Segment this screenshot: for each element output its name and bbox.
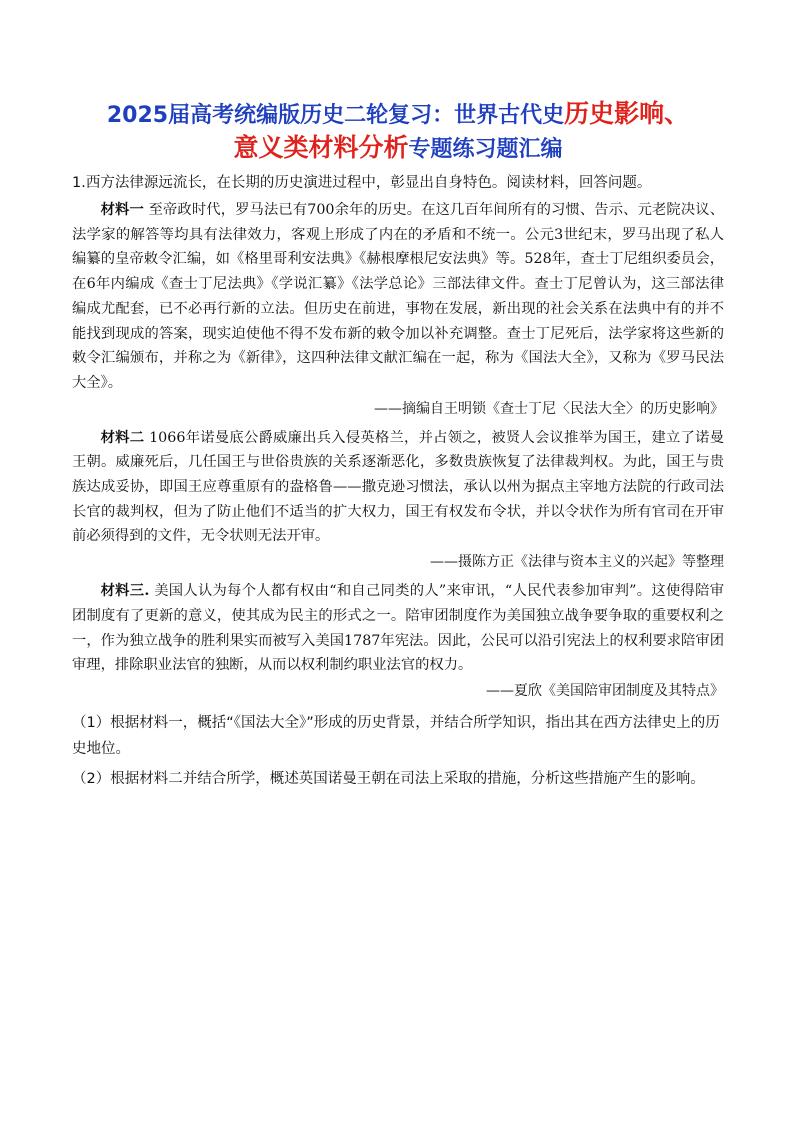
material-1 [72,198,724,396]
material-2-source: ——摄陈方正《法律与资本主义的兴起》等整理 [430,554,724,571]
material-2-text: 1066年诺曼底公爵威廉出兵入侵英格兰，并占领之，被贤人会议推举为国王，建立了诺曼王朝。威廉死后，几任国王与世俗贵族的关系逐渐恶化，多数贵族恢复了法律裁判权。为此，国王与贵族达成妥协，即国王应尊重原有的盎格鲁——撒克逊习惯法，承认以州为据点主宰地方法院的行政司法长官的裁判权，但为了防止他们不适当的扩大权力，国王有权发布令状，并以令状作为所有官司在开审前必须得到的文件，无令状则无法开审。 [72,429,725,545]
material-2 [72,426,724,550]
material-1-source: ——摘编自王明锁《查士丁尼〈民法大全〉的历史影响》 [374,400,724,417]
sub-questions [72,710,724,792]
document-title [72,0,724,166]
material-1-text: 至帝政时代，罗马法已有700余年的历史。在这几百年间所有的习惯、告示、元老院决议、法学家的解答等均具有法律效力，客观上形成了内在的矛盾和不统一。公元3世纪末，罗马出现了私人编纂的皇帝敕令汇编，如《格里哥利安法典》《赫根摩根尼安法典》等。528年，查士丁尼组织委员会，在6年内编成《查士丁尼法典》《学说汇纂》《法学总论》三部法律文件。查士丁尼曾认为，这三部法律编成尤配套，已不必再行新的立法。但历史在前进，事物在发展，新出现的社会关系在法典中有的并不能找到现成的答案，现实迫使他不得不发布新的敕令加以补充调整。查士丁尼死后，法学家将这些新的敕令汇编颁布，并称之为《新律》，这四种法律文献汇编在一起，称为《国法大全》，又称为《罗马民法大全》。 [72,202,725,391]
material-1-label: 材料一 [100,202,144,218]
material-3-source: ——夏欣《美国陪审团制度及其特点》 [486,682,724,699]
material-3-label: 材料三. [100,583,150,600]
title-part-2: 历史影响、 [564,99,690,128]
title-part-3: 意义类材料分析 [233,133,409,162]
sub-question-1: （1）根据材料一，概括“《国法大全》”形成的历史背景，并结合所学知识，指出其在西方法律史上的历史地位。 [72,714,720,757]
question-stem: 1.西方法律源远流长，在长期的历史演进过程中，彰显出自身特色。阅读材料，回答问题。 [72,175,652,191]
material-2-label: 材料二 [100,429,145,446]
material-3-text: 美国人认为每个人都有权由“和自己同类的人”来审讯，“人民代表参加审判”。这使得陪审团制度有了更新的意义，使其成为民主的形式之一。陪审团制度作为美国独立战争要争取的重要权利之一，作为独立战争的胜利果实而被写入美国1787年宪法。因此，公民可以沿引宪法上的权利要求陪审团审理，排除职业法官的独断，从而以权利制约职业法官的权力。 [72,583,725,674]
material-3 [72,579,724,678]
sub-question-2: （2）根据材料二并结合所学，概述英国诺曼王朝在司法上采取的措施，分析这些措施产生的影响。 [72,770,705,787]
title-part-4: 专题练习题汇编 [408,137,563,162]
title-part-1: 2025届高考统编版历史二轮复习：世界古代史 [106,103,565,128]
